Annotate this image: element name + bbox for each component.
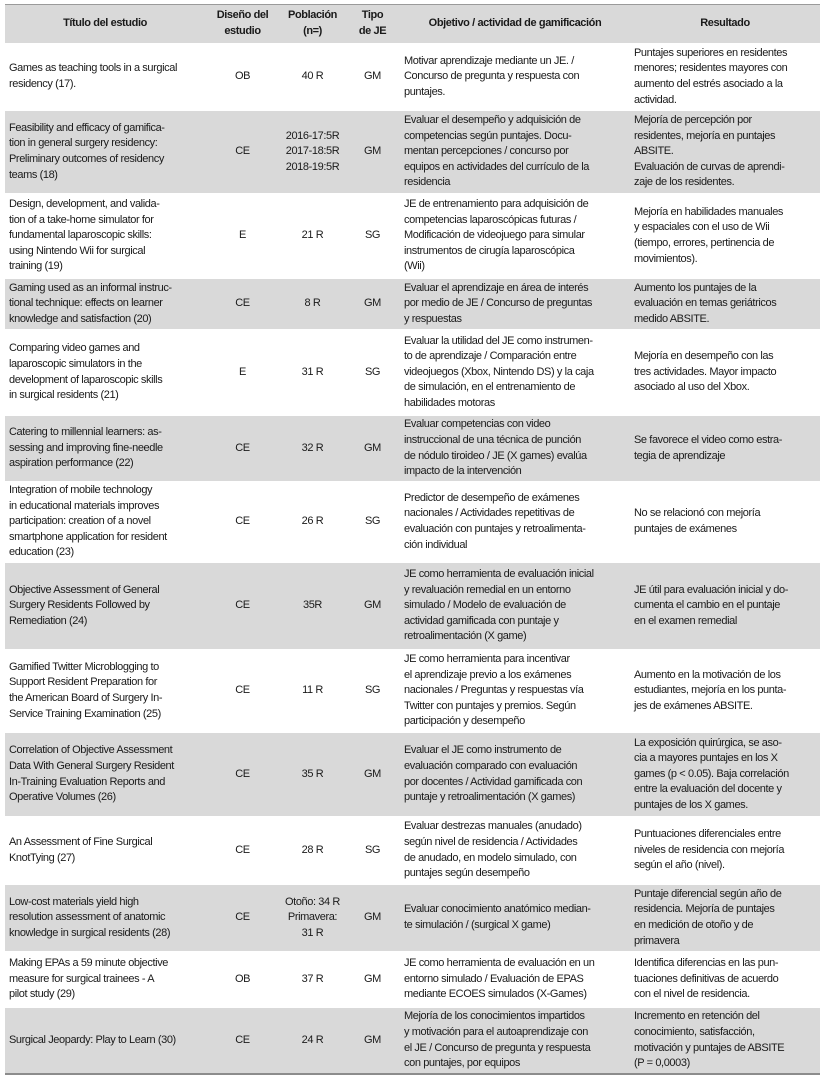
table-row (5, 732, 820, 817)
study-population: 31 R (280, 330, 345, 415)
study-result: Puntajes superiores en residentes menores; residentes mayores con aumento del estrés asociado a la actividad. (630, 44, 820, 110)
study-design: CE (205, 817, 280, 884)
study-title: Low-cost materials yield high resolution assessment of anatomic knowledge in surgical residents (28) (5, 884, 205, 952)
header-title: Título del estudio (5, 5, 205, 45)
table-row (5, 650, 820, 732)
game-type: SG (345, 482, 400, 562)
study-title: Design, development, and valida- tion of a take-home simulator for fundamental laparoscopic skills: using Nintendo Wii for surgical training (19) (5, 194, 205, 278)
table-row (5, 415, 820, 482)
study-title: Making EPAs a 59 minute objective measure for surgical trainees - A pilot study (29) (5, 952, 205, 1007)
table-row (5, 884, 820, 952)
table-row (5, 194, 820, 278)
table-row (5, 562, 820, 650)
study-population: 35R (280, 562, 345, 650)
study-result: Se favorece el video como estra- tegia de aprendizaje (630, 415, 820, 482)
study-title: Feasibility and efficacy of gamifica- tion in general surgery residency: Preliminary outcomes of residency teams (18) (5, 110, 205, 194)
header-type: Tipo de JE (345, 5, 400, 45)
study-result: No se relacionó con mejoría puntajes de exámenes (630, 482, 820, 562)
study-result: JE útil para evaluación inicial y do- cumenta el cambio en el puntaje en el examen remedial (630, 562, 820, 650)
game-type: GM (345, 278, 400, 330)
game-type: GM (345, 110, 400, 194)
table-row (5, 817, 820, 884)
studies-table (5, 4, 820, 1075)
study-design: OB (205, 952, 280, 1007)
study-objective: Mejoría de los conocimientos impartidos y motivación para el autoaprendizaje con el JE / Concurso de pregunta y respuesta con puntajes, por equipos (400, 1007, 630, 1074)
study-population: 35 R (280, 732, 345, 817)
study-design: CE (205, 562, 280, 650)
study-design: CE (205, 1007, 280, 1074)
study-design: CE (205, 482, 280, 562)
table-row (5, 110, 820, 194)
game-type: GM (345, 884, 400, 952)
table-row (5, 482, 820, 562)
study-population: Otoño: 34 R Primavera: 31 R (280, 884, 345, 952)
study-design: CE (205, 278, 280, 330)
table-row (5, 278, 820, 330)
study-result: Aumento en la motivación de los estudiantes, mejoría en los punta- jes de exámenes ABSITE. (630, 650, 820, 732)
study-objective: Evaluar la utilidad del JE como instrumen- to de aprendizaje / Comparación entre videojuegos (Xbox, Nintendo DS) y la caja de simulación, en el entrenamiento de habilidades motoras (400, 330, 630, 415)
study-objective: Evaluar conocimiento anatómico median- te simulación / (surgical X game) (400, 884, 630, 952)
study-population: 11 R (280, 650, 345, 732)
study-population: 2016-17:5R 2017-18:5R 2018-19:5R (280, 110, 345, 194)
study-result: Aumento los puntajes de la evaluación en temas geriátricos medido ABSITE. (630, 278, 820, 330)
study-objective: JE de entrenamiento para adquisición de competencias laparoscópicas futuras / Modificación de videojuego para simular instrumentos de cirugía laparoscópica (Wii) (400, 194, 630, 278)
game-type: GM (345, 732, 400, 817)
study-objective: JE como herramienta de evaluación inicial y revaluación remedial en un entorno simulado / Modelo de evaluación de actividad gamificada con puntaje y retroalimentación (X game) (400, 562, 630, 650)
study-population: 37 R (280, 952, 345, 1007)
study-objective: JE como herramienta de evaluación en un entorno simulado / Evaluación de EPAS mediante ECOES simulados (X-Games) (400, 952, 630, 1007)
game-type: SG (345, 817, 400, 884)
study-population: 32 R (280, 415, 345, 482)
study-design: CE (205, 110, 280, 194)
study-objective: Evaluar el JE como instrumento de evaluación comparado con evaluación por docentes / Actividad gamificada con puntaje y retroalimentación (X games) (400, 732, 630, 817)
study-population: 26 R (280, 482, 345, 562)
study-population: 40 R (280, 44, 345, 110)
header-objective: Objetivo / actividad de gamificación (400, 5, 630, 45)
study-title: Objective Assessment of General Surgery Residents Followed by Remediation (24) (5, 562, 205, 650)
study-title: Comparing video games and laparoscopic simulators in the development of laparoscopic skills in surgical residents (21) (5, 330, 205, 415)
header-population: Población (n=) (280, 5, 345, 45)
study-title: Gamified Twitter Microblogging to Support Resident Preparation for the American Board of Surgery In- Service Training Examination (25) (5, 650, 205, 732)
study-design: CE (205, 415, 280, 482)
study-design: CE (205, 650, 280, 732)
study-result: La exposición quirúrgica, se aso- cia a mayores puntajes en los X games (p < 0.05). Baja correlación entre la evaluación del docente y puntajes de los X games. (630, 732, 820, 817)
study-title: Surgical Jeopardy: Play to Learn (30) (5, 1007, 205, 1074)
study-result: Mejoría en habilidades manuales y espaciales con el uso de Wii (tiempo, errores, pertinencia de movimientos). (630, 194, 820, 278)
game-type: SG (345, 194, 400, 278)
game-type: GM (345, 44, 400, 110)
study-title: Games as teaching tools in a surgical residency (17). (5, 44, 205, 110)
study-result: Puntaje diferencial según año de residencia. Mejoría de puntajes en medición de otoño y de primavera (630, 884, 820, 952)
study-population: 28 R (280, 817, 345, 884)
study-design: E (205, 330, 280, 415)
header-row (5, 5, 820, 45)
study-title: An Assessment of Fine Surgical KnotTying (27) (5, 817, 205, 884)
study-title: Catering to millennial learners: as- sessing and improving fine-needle aspiration performance (22) (5, 415, 205, 482)
table-row (5, 330, 820, 415)
study-objective: JE como herramienta para incentivar el aprendizaje previo a los exámenes nacionales / Preguntas y respuestas vía Twitter con puntajes y premios. Según participación y desempeño (400, 650, 630, 732)
study-population: 21 R (280, 194, 345, 278)
study-result: Identifica diferencias en las pun- tuaciones definitivas de acuerdo con el nivel de residencia. (630, 952, 820, 1007)
study-objective: Evaluar el aprendizaje en área de interés por medio de JE / Concurso de preguntas y respuestas (400, 278, 630, 330)
study-population: 8 R (280, 278, 345, 330)
study-objective: Evaluar competencias con video instruccional de una técnica de punción de nódulo tiroideo / JE (X games) evalúa impacto de la intervención (400, 415, 630, 482)
table-row (5, 44, 820, 110)
study-population: 24 R (280, 1007, 345, 1074)
header-design: Diseño del estudio (205, 5, 280, 45)
study-objective: Motivar aprendizaje mediante un JE. / Concurso de pregunta y respuesta con puntajes. (400, 44, 630, 110)
study-title: Correlation of Objective Assessment Data With General Surgery Resident In-Training Evaluation Reports and Operative Volumes (26) (5, 732, 205, 817)
study-design: E (205, 194, 280, 278)
study-result: Puntuaciones diferenciales entre niveles de residencia con mejoría según el año (nivel). (630, 817, 820, 884)
study-result: Incremento en retención del conocimiento, satisfacción, motivación y puntajes de ABSITE (P = 0,0003) (630, 1007, 820, 1074)
game-type: GM (345, 562, 400, 650)
game-type: GM (345, 415, 400, 482)
header-result: Resultado (630, 5, 820, 45)
study-objective: Evaluar el desempeño y adquisición de competencias según puntajes. Docu- mentan percepciones / concurso por equipos en actividades del currículo de la residencia (400, 110, 630, 194)
study-design: CE (205, 732, 280, 817)
study-objective: Evaluar destrezas manuales (anudado) según nivel de residencia / Actividades de anudado, en modelo simulado, con puntajes según desempeño (400, 817, 630, 884)
table-row (5, 1007, 820, 1074)
study-objective: Predictor de desempeño de exámenes nacionales / Actividades repetitivas de evaluación con puntajes y retroalimenta- ción individual (400, 482, 630, 562)
study-title: Integration of mobile technology in educational materials improves participation: creation of a novel smartphone application for resident education (23) (5, 482, 205, 562)
study-design: CE (205, 884, 280, 952)
game-type: GM (345, 1007, 400, 1074)
table-row (5, 952, 820, 1007)
game-type: SG (345, 330, 400, 415)
study-result: Mejoría en desempeño con las tres actividades. Mayor impacto asociado al uso del Xbox. (630, 330, 820, 415)
study-title: Gaming used as an informal instruc- tional technique: effects on learner knowledge and satisfaction (20) (5, 278, 205, 330)
game-type: GM (345, 952, 400, 1007)
study-design: OB (205, 44, 280, 110)
study-result: Mejoría de percepción por residentes, mejoría en puntajes ABSITE. Evaluación de curvas de aprendi- zaje de los residentes. (630, 110, 820, 194)
game-type: SG (345, 650, 400, 732)
